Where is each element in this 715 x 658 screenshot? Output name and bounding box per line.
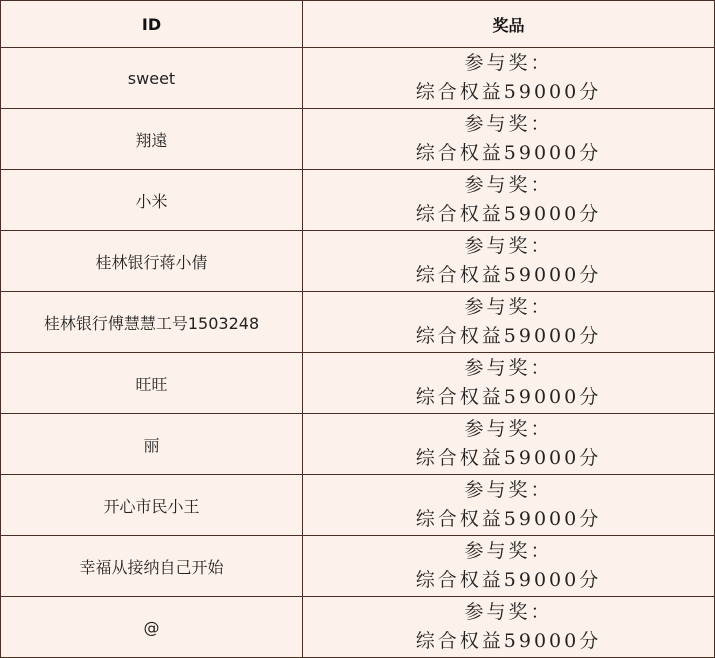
- prize-cell: [303, 414, 715, 475]
- prize-cell: [303, 292, 715, 353]
- table-row: [1, 414, 715, 475]
- table-row: [1, 353, 715, 414]
- prize-type: 参与奖：: [464, 357, 553, 379]
- prize-type: 参与奖：: [464, 479, 553, 501]
- winner-id-cell: 丽: [1, 414, 303, 475]
- prize-cell: [303, 353, 715, 414]
- table-row: [1, 109, 715, 170]
- prize-type: 参与奖：: [464, 296, 553, 318]
- table-row: [1, 292, 715, 353]
- table-row: [1, 536, 715, 597]
- prize-cell: [303, 475, 715, 536]
- winner-id-cell: 翔遠: [1, 109, 303, 170]
- table-row: [1, 48, 715, 109]
- prize-column-header: 奖品: [303, 1, 715, 48]
- table-row: [1, 597, 715, 658]
- prize-type: 参与奖：: [464, 113, 553, 135]
- prize-amount: 综合权益59000分: [415, 203, 602, 225]
- winner-id-cell: @: [1, 597, 303, 658]
- winner-id-cell: 旺旺: [1, 353, 303, 414]
- prize-amount: 综合权益59000分: [415, 447, 602, 469]
- prize-amount: 综合权益59000分: [415, 81, 602, 103]
- prize-cell: [303, 109, 715, 170]
- prize-type: 参与奖：: [464, 52, 553, 74]
- prize-amount: 综合权益59000分: [415, 508, 602, 530]
- prize-cell: [303, 170, 715, 231]
- prize-amount: 综合权益59000分: [415, 569, 602, 591]
- table-row: [1, 475, 715, 536]
- winner-id-cell: 桂林银行蒋小倩: [1, 231, 303, 292]
- prize-cell: [303, 231, 715, 292]
- prize-cell: [303, 597, 715, 658]
- winner-id-cell: 开心市民小王: [1, 475, 303, 536]
- prize-amount: 综合权益59000分: [415, 386, 602, 408]
- prize-cell: [303, 48, 715, 109]
- prize-amount: 综合权益59000分: [415, 325, 602, 347]
- prize-cell: [303, 536, 715, 597]
- prize-amount: 综合权益59000分: [415, 630, 602, 652]
- prize-amount: 综合权益59000分: [415, 142, 602, 164]
- table-header-row: [1, 1, 715, 48]
- prize-type: 参与奖：: [464, 418, 553, 440]
- table-row: [1, 170, 715, 231]
- winner-id-cell: 桂林银行傅慧慧工号1503248: [1, 292, 303, 353]
- prize-type: 参与奖：: [464, 235, 553, 257]
- prize-type: 参与奖：: [464, 174, 553, 196]
- winner-id-cell: 小米: [1, 170, 303, 231]
- prize-type: 参与奖：: [464, 601, 553, 623]
- table-row: [1, 231, 715, 292]
- prize-type: 参与奖：: [464, 540, 553, 562]
- prize-amount: 综合权益59000分: [415, 264, 602, 286]
- winner-id-cell: sweet: [1, 48, 303, 109]
- winner-id-cell: 幸福从接纳自己开始: [1, 536, 303, 597]
- id-column-header: ID: [1, 1, 303, 48]
